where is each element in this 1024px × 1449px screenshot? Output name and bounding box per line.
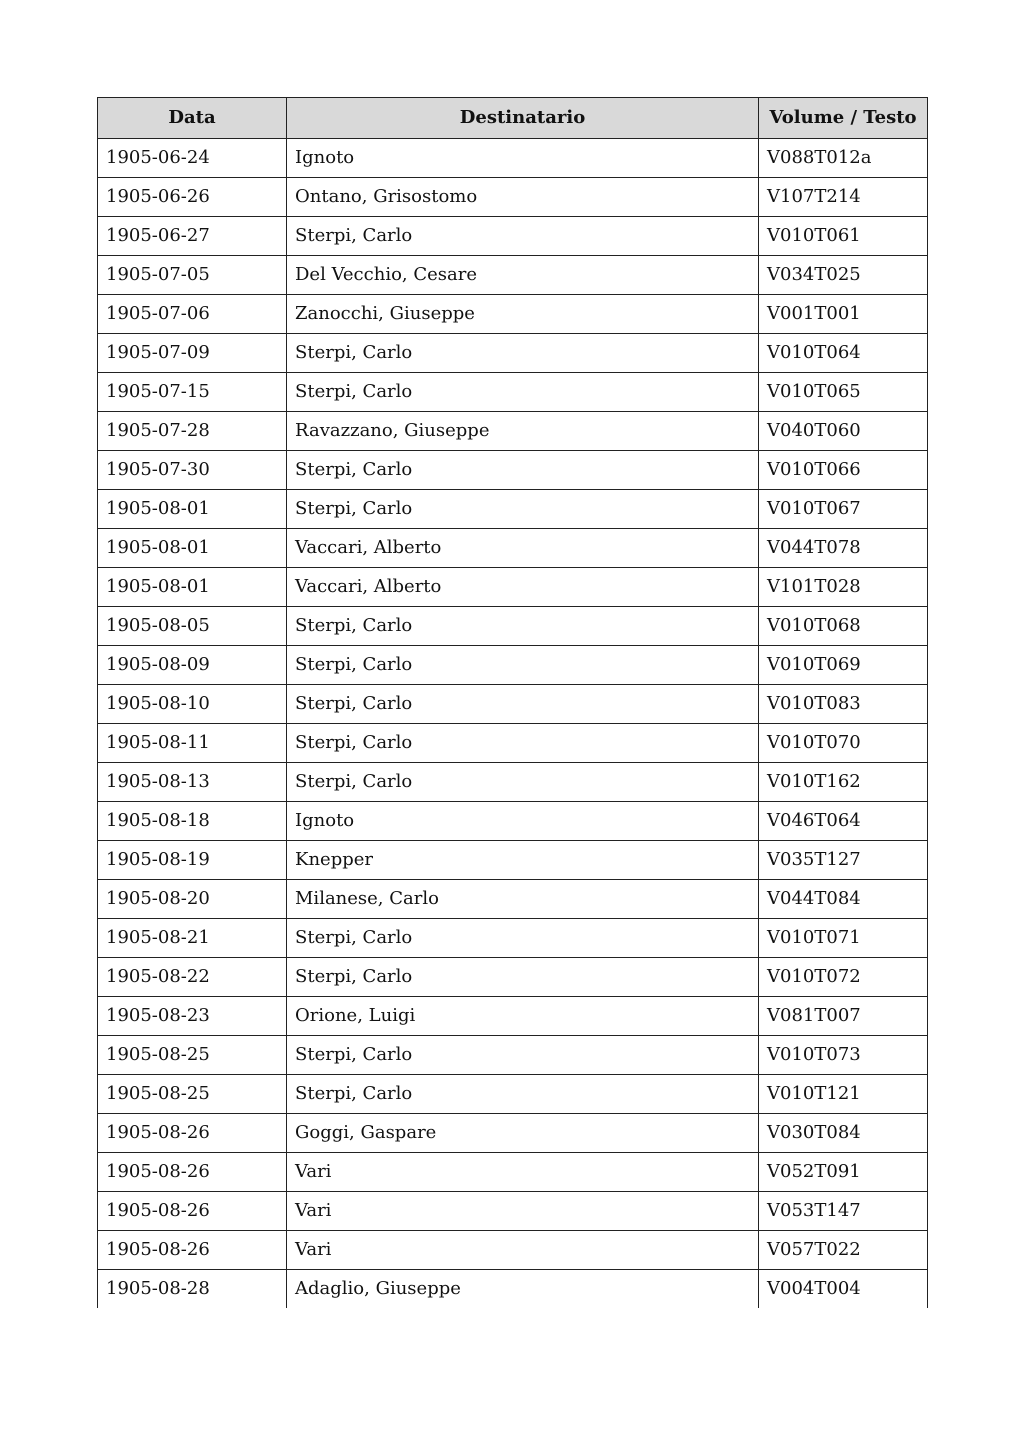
table-row xyxy=(98,1075,928,1114)
cell-date: 1905-07-06 xyxy=(98,295,287,334)
cell-date: 1905-08-25 xyxy=(98,1036,287,1075)
cell-volume: V057T022 xyxy=(759,1231,928,1270)
table-row xyxy=(98,1153,928,1192)
cell-recipient: Sterpi, Carlo xyxy=(287,451,759,490)
cell-recipient: Ravazzano, Giuseppe xyxy=(287,412,759,451)
table-header xyxy=(98,98,928,139)
cell-recipient: Sterpi, Carlo xyxy=(287,217,759,256)
cell-volume: V030T084 xyxy=(759,1114,928,1153)
table-row xyxy=(98,334,928,373)
cell-recipient: Milanese, Carlo xyxy=(287,880,759,919)
cell-date: 1905-08-13 xyxy=(98,763,287,802)
cell-date: 1905-08-19 xyxy=(98,841,287,880)
table-row xyxy=(98,217,928,256)
cell-date: 1905-07-15 xyxy=(98,373,287,412)
table-row xyxy=(98,451,928,490)
cell-recipient: Zanocchi, Giuseppe xyxy=(287,295,759,334)
cell-volume: V107T214 xyxy=(759,178,928,217)
cell-recipient: Sterpi, Carlo xyxy=(287,685,759,724)
cell-volume: V010T061 xyxy=(759,217,928,256)
cell-recipient: Ignoto xyxy=(287,802,759,841)
cell-date: 1905-08-01 xyxy=(98,490,287,529)
cell-date: 1905-08-05 xyxy=(98,607,287,646)
column-header-recipient: Destinatario xyxy=(287,98,759,139)
table-row xyxy=(98,373,928,412)
cell-recipient: Vaccari, Alberto xyxy=(287,568,759,607)
cell-date: 1905-08-10 xyxy=(98,685,287,724)
table-row xyxy=(98,1036,928,1075)
cell-date: 1905-08-26 xyxy=(98,1114,287,1153)
table-row xyxy=(98,490,928,529)
header-row xyxy=(98,98,928,139)
cell-date: 1905-07-05 xyxy=(98,256,287,295)
table-row xyxy=(98,685,928,724)
cell-volume: V010T067 xyxy=(759,490,928,529)
cell-volume: V001T001 xyxy=(759,295,928,334)
cell-volume: V010T068 xyxy=(759,607,928,646)
cell-volume: V010T070 xyxy=(759,724,928,763)
cell-recipient: Adaglio, Giuseppe xyxy=(287,1270,759,1309)
cell-date: 1905-07-30 xyxy=(98,451,287,490)
cell-recipient: Knepper xyxy=(287,841,759,880)
cell-recipient: Sterpi, Carlo xyxy=(287,646,759,685)
cell-volume: V004T004 xyxy=(759,1270,928,1309)
cell-volume: V010T162 xyxy=(759,763,928,802)
cell-date: 1905-08-25 xyxy=(98,1075,287,1114)
cell-date: 1905-08-09 xyxy=(98,646,287,685)
cell-volume: V010T073 xyxy=(759,1036,928,1075)
cell-date: 1905-07-28 xyxy=(98,412,287,451)
table-row xyxy=(98,841,928,880)
table-row xyxy=(98,997,928,1036)
table-row xyxy=(98,256,928,295)
cell-date: 1905-08-26 xyxy=(98,1231,287,1270)
cell-recipient: Sterpi, Carlo xyxy=(287,490,759,529)
cell-date: 1905-06-26 xyxy=(98,178,287,217)
cell-volume: V010T121 xyxy=(759,1075,928,1114)
cell-date: 1905-08-01 xyxy=(98,529,287,568)
cell-recipient: Sterpi, Carlo xyxy=(287,334,759,373)
table-row xyxy=(98,1114,928,1153)
cell-recipient: Sterpi, Carlo xyxy=(287,958,759,997)
cell-recipient: Sterpi, Carlo xyxy=(287,919,759,958)
cell-volume: V081T007 xyxy=(759,997,928,1036)
cell-volume: V053T147 xyxy=(759,1192,928,1231)
cell-volume: V010T072 xyxy=(759,958,928,997)
table-row xyxy=(98,919,928,958)
cell-date: 1905-07-09 xyxy=(98,334,287,373)
table-row xyxy=(98,529,928,568)
cell-recipient: Sterpi, Carlo xyxy=(287,1075,759,1114)
table-row xyxy=(98,1270,928,1309)
cell-recipient: Ignoto xyxy=(287,139,759,178)
cell-date: 1905-06-27 xyxy=(98,217,287,256)
cell-volume: V010T066 xyxy=(759,451,928,490)
cell-date: 1905-08-18 xyxy=(98,802,287,841)
cell-volume: V046T064 xyxy=(759,802,928,841)
cell-volume: V010T064 xyxy=(759,334,928,373)
cell-date: 1905-08-22 xyxy=(98,958,287,997)
cell-recipient: Vaccari, Alberto xyxy=(287,529,759,568)
cell-volume: V101T028 xyxy=(759,568,928,607)
cell-volume: V044T078 xyxy=(759,529,928,568)
table-row xyxy=(98,880,928,919)
cell-recipient: Sterpi, Carlo xyxy=(287,373,759,412)
cell-volume: V010T065 xyxy=(759,373,928,412)
column-header-volume: Volume / Testo xyxy=(759,98,928,139)
cell-volume: V010T083 xyxy=(759,685,928,724)
cell-date: 1905-08-20 xyxy=(98,880,287,919)
cell-date: 1905-08-28 xyxy=(98,1270,287,1309)
cell-date: 1905-08-26 xyxy=(98,1153,287,1192)
column-header-date: Data xyxy=(98,98,287,139)
cell-volume: V034T025 xyxy=(759,256,928,295)
cell-date: 1905-08-23 xyxy=(98,997,287,1036)
table-row xyxy=(98,646,928,685)
table-body xyxy=(98,139,928,1309)
cell-recipient: Orione, Luigi xyxy=(287,997,759,1036)
table-row xyxy=(98,178,928,217)
table-row xyxy=(98,412,928,451)
cell-recipient: Ontano, Grisostomo xyxy=(287,178,759,217)
table-row xyxy=(98,139,928,178)
cell-date: 1905-08-11 xyxy=(98,724,287,763)
cell-recipient: Sterpi, Carlo xyxy=(287,763,759,802)
cell-volume: V010T069 xyxy=(759,646,928,685)
table-row xyxy=(98,958,928,997)
cell-volume: V010T071 xyxy=(759,919,928,958)
cell-recipient: Del Vecchio, Cesare xyxy=(287,256,759,295)
table-row xyxy=(98,295,928,334)
cell-recipient: Vari xyxy=(287,1231,759,1270)
table-row xyxy=(98,802,928,841)
table-row xyxy=(98,763,928,802)
letters-table xyxy=(97,97,928,1308)
cell-recipient: Sterpi, Carlo xyxy=(287,1036,759,1075)
table-row xyxy=(98,1231,928,1270)
cell-date: 1905-06-24 xyxy=(98,139,287,178)
cell-volume: V044T084 xyxy=(759,880,928,919)
cell-recipient: Sterpi, Carlo xyxy=(287,724,759,763)
table-row xyxy=(98,568,928,607)
table-row xyxy=(98,1192,928,1231)
cell-date: 1905-08-01 xyxy=(98,568,287,607)
table-row xyxy=(98,607,928,646)
cell-volume: V052T091 xyxy=(759,1153,928,1192)
cell-date: 1905-08-21 xyxy=(98,919,287,958)
cell-recipient: Sterpi, Carlo xyxy=(287,607,759,646)
cell-date: 1905-08-26 xyxy=(98,1192,287,1231)
cell-volume: V088T012a xyxy=(759,139,928,178)
cell-recipient: Vari xyxy=(287,1192,759,1231)
table-row xyxy=(98,724,928,763)
cell-volume: V040T060 xyxy=(759,412,928,451)
cell-volume: V035T127 xyxy=(759,841,928,880)
cell-recipient: Vari xyxy=(287,1153,759,1192)
cell-recipient: Goggi, Gaspare xyxy=(287,1114,759,1153)
